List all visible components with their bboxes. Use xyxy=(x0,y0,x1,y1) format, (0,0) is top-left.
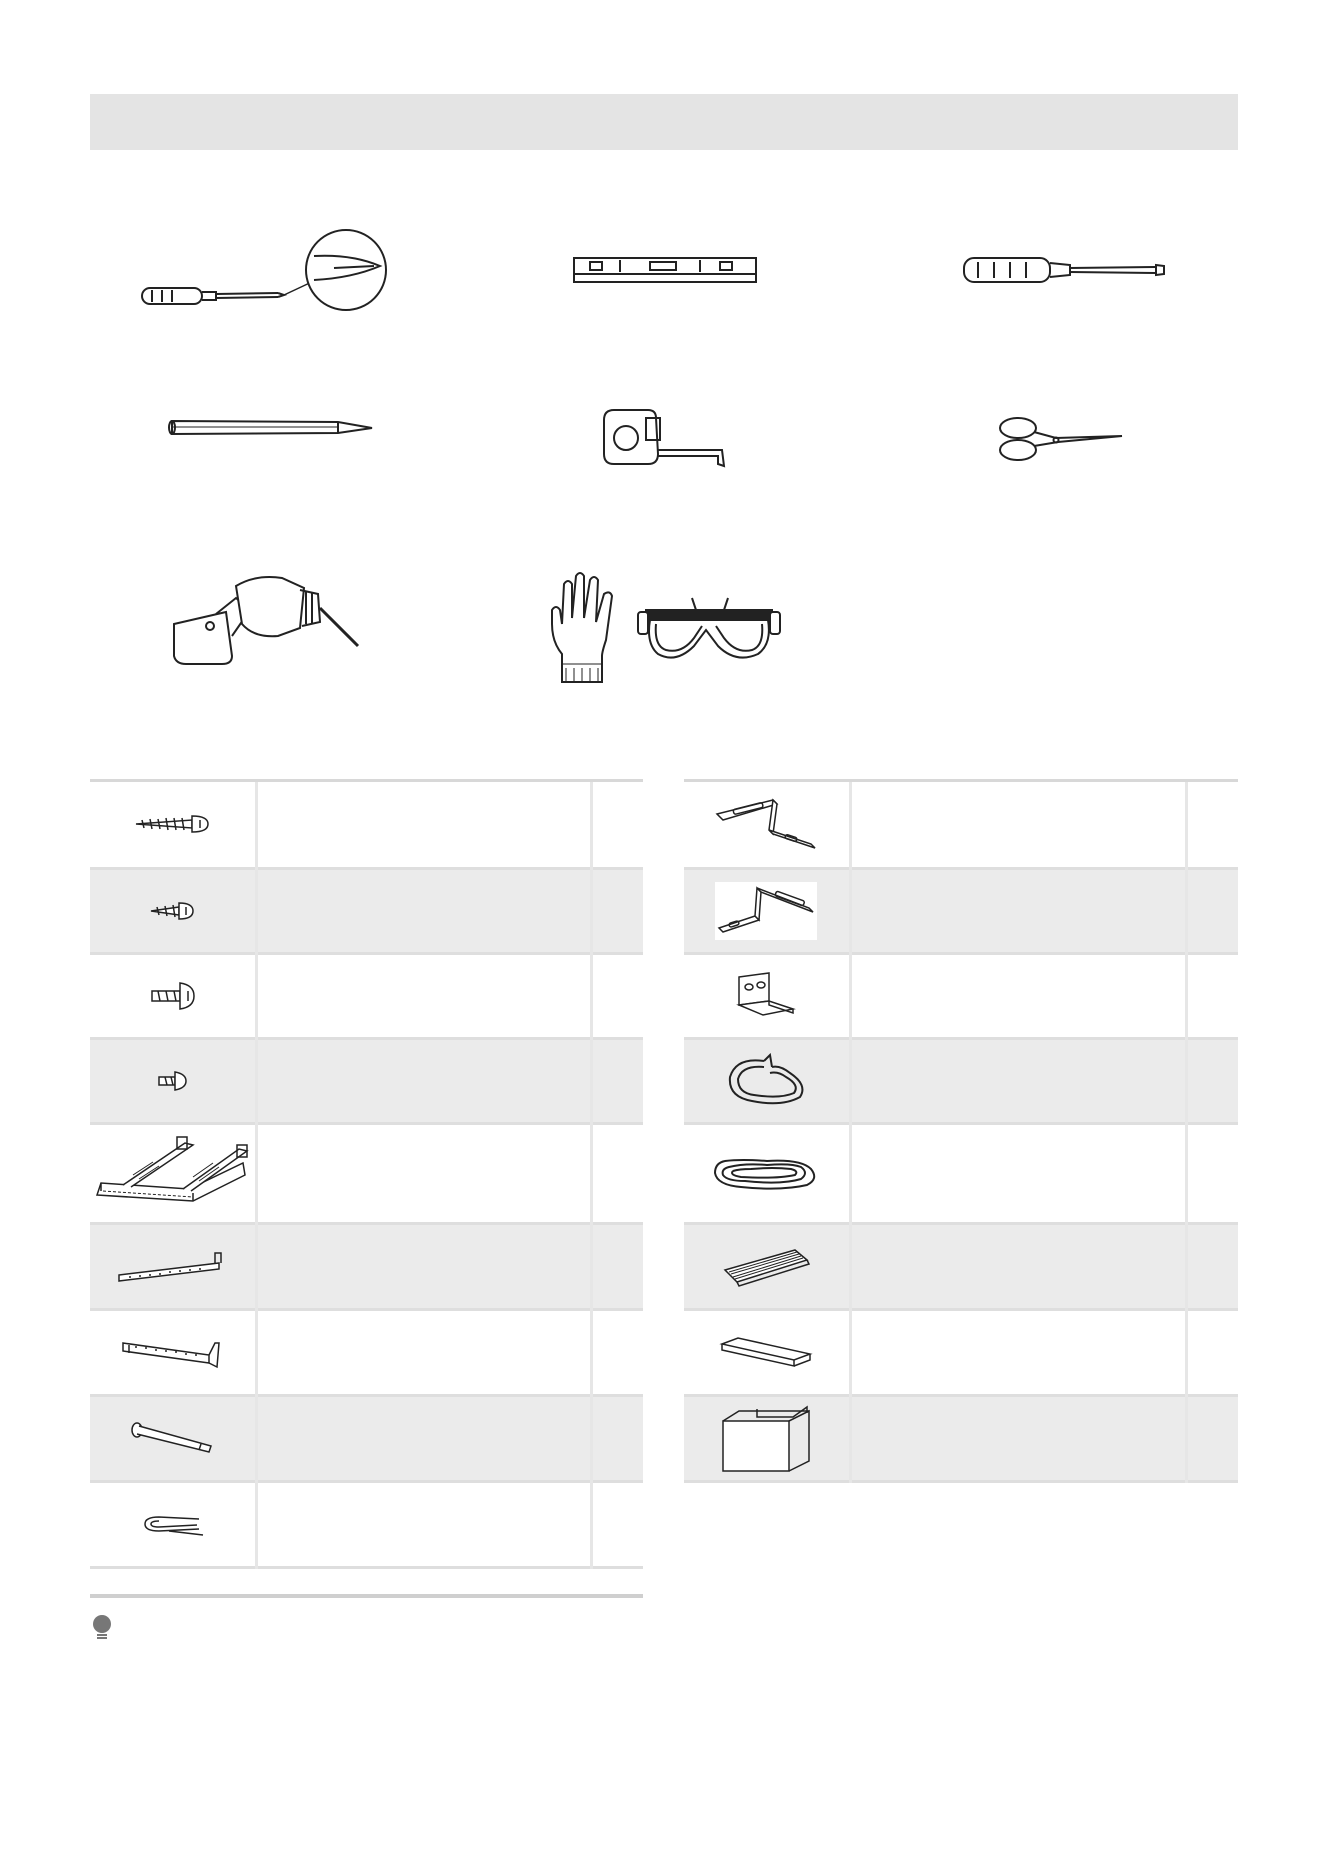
long-hinge-rail-icon xyxy=(115,1249,229,1283)
z-bracket-icon xyxy=(713,794,819,854)
parts-table-right xyxy=(684,782,1238,1483)
hinge-pin-icon xyxy=(127,1420,217,1456)
box-cover-icon xyxy=(717,1403,815,1473)
short-hose-icon xyxy=(724,1053,808,1109)
table-row xyxy=(684,868,1238,953)
scissors-icon xyxy=(996,414,1126,464)
short-screw-icon xyxy=(156,1070,188,1092)
table-row xyxy=(684,1038,1238,1123)
table-row xyxy=(684,1223,1238,1309)
door-frame-bracket-icon xyxy=(93,1135,251,1211)
table-row xyxy=(684,782,1238,868)
short-hinge-rail-icon xyxy=(119,1333,225,1371)
table-row xyxy=(684,1395,1238,1481)
pencil-icon xyxy=(166,416,376,438)
section-header-bar xyxy=(90,94,1238,150)
table-row xyxy=(90,1123,643,1223)
table-row xyxy=(90,1395,643,1481)
angle-bracket-icon xyxy=(733,971,799,1021)
safety-glasses-icon xyxy=(636,594,786,666)
power-drill-icon xyxy=(166,566,366,676)
tape-measure-icon xyxy=(598,404,738,476)
spacer-block-icon xyxy=(718,1334,814,1370)
z-bracket-alt-icon xyxy=(715,882,817,940)
flat-screwdriver-icon xyxy=(960,254,1170,290)
table-row xyxy=(90,1223,643,1309)
table-row xyxy=(684,1309,1238,1395)
table-left-bottom-rule xyxy=(90,1594,643,1598)
glove-icon xyxy=(548,570,622,688)
table-row xyxy=(684,1123,1238,1223)
long-screw-icon xyxy=(132,812,212,836)
table-row xyxy=(90,782,643,868)
parts-table-left xyxy=(90,782,643,1569)
long-hose-icon xyxy=(711,1153,821,1193)
flange-screw-icon xyxy=(148,981,196,1011)
phillips-screwdriver-icon xyxy=(138,228,398,318)
table-row xyxy=(90,1309,643,1395)
table-row xyxy=(90,1038,643,1123)
table-row xyxy=(684,953,1238,1038)
level-icon xyxy=(570,252,760,288)
note-bulb-icon xyxy=(92,1614,112,1645)
table-row xyxy=(90,953,643,1038)
medium-screw-icon xyxy=(147,899,197,923)
table-row xyxy=(90,1481,643,1567)
snap-pin-icon xyxy=(139,1509,205,1539)
table-row xyxy=(90,868,643,953)
foam-pad-icon xyxy=(721,1244,811,1288)
